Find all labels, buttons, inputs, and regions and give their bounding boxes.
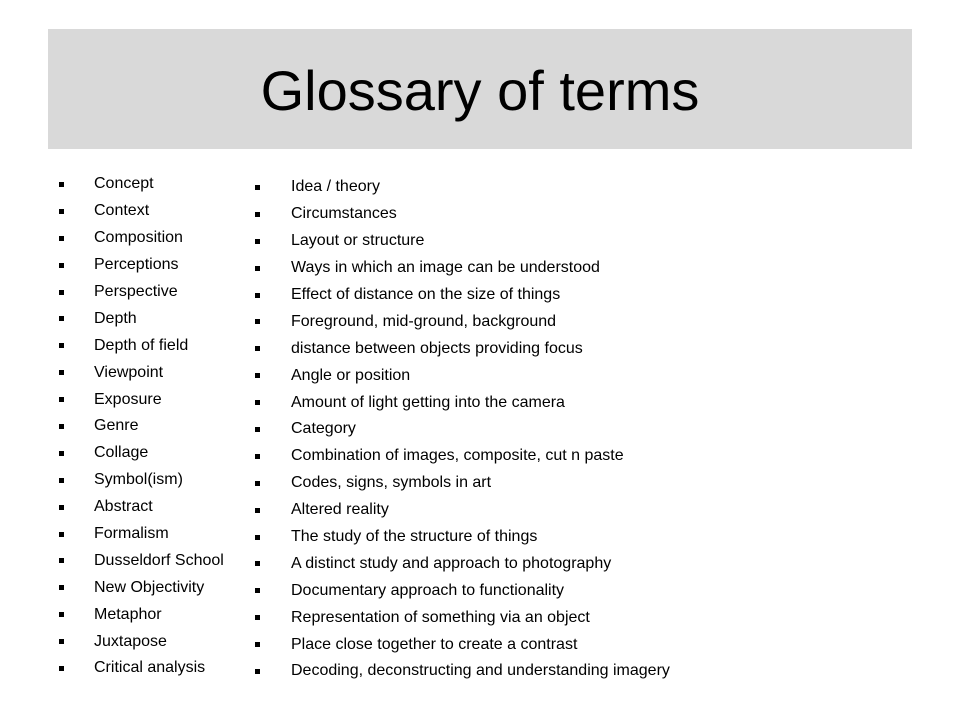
- square-bullet-icon: [255, 319, 260, 324]
- term-item: [58, 225, 258, 252]
- square-bullet-icon: [255, 185, 260, 190]
- term-label: Critical analysis: [94, 659, 206, 677]
- term-label: Abstract: [94, 498, 153, 516]
- term-item: [58, 601, 258, 628]
- term-item: [58, 198, 258, 225]
- term-item: [58, 440, 258, 467]
- terms-list: [58, 171, 258, 682]
- definition-label: Effect of distance on the size of things: [291, 286, 561, 303]
- term-label: Context: [94, 202, 150, 220]
- definition-label: Decoding, deconstructing and understanding imagery: [291, 662, 670, 680]
- square-bullet-icon: [59, 290, 64, 295]
- square-bullet-icon: [255, 535, 260, 540]
- square-bullet-icon: [255, 669, 260, 674]
- square-bullet-icon: [59, 666, 64, 671]
- definition-label: Ways in which an image can be understood: [291, 259, 600, 277]
- term-label: Dusseldorf School: [94, 551, 224, 569]
- definitions-list: [254, 174, 794, 685]
- term-label: Perspective: [94, 283, 178, 300]
- term-label: Symbol(ism): [94, 471, 183, 489]
- square-bullet-icon: [59, 370, 64, 375]
- term-item: [58, 574, 258, 601]
- square-bullet-icon: [59, 424, 64, 429]
- square-bullet-icon: [255, 454, 260, 459]
- term-item: [58, 413, 258, 440]
- square-bullet-icon: [59, 505, 64, 510]
- definition-item: [254, 389, 794, 416]
- definition-item: [254, 550, 794, 577]
- square-bullet-icon: [255, 346, 260, 351]
- square-bullet-icon: [59, 612, 64, 617]
- term-label: Composition: [94, 229, 183, 247]
- square-bullet-icon: [255, 588, 260, 593]
- definition-item: [254, 255, 794, 282]
- definition-item: [254, 228, 794, 255]
- term-label: Formalism: [94, 525, 169, 543]
- square-bullet-icon: [59, 209, 64, 214]
- square-bullet-icon: [255, 481, 260, 486]
- definition-label: A distinct study and approach to photography: [291, 554, 612, 572]
- square-bullet-icon: [59, 343, 64, 348]
- definition-label: Altered reality: [291, 501, 389, 519]
- square-bullet-icon: [255, 427, 260, 432]
- term-label: Concept: [94, 175, 154, 193]
- definition-item: [254, 416, 794, 443]
- square-bullet-icon: [59, 182, 64, 187]
- square-bullet-icon: [255, 239, 260, 244]
- definition-label: Category: [291, 420, 356, 438]
- square-bullet-icon: [59, 558, 64, 563]
- definition-label: Idea / theory: [291, 178, 380, 196]
- definition-item: [254, 631, 794, 658]
- term-label: Juxtapose: [94, 632, 167, 650]
- term-item: [58, 359, 258, 386]
- square-bullet-icon: [255, 615, 260, 620]
- square-bullet-icon: [255, 373, 260, 378]
- square-bullet-icon: [255, 400, 260, 405]
- definition-label: Amount of light getting into the camera: [291, 393, 565, 411]
- term-item: [58, 521, 258, 548]
- term-label: Depth of field: [94, 336, 189, 354]
- definition-item: [254, 524, 794, 551]
- term-item: [58, 494, 258, 521]
- definition-item: [254, 658, 794, 685]
- square-bullet-icon: [59, 451, 64, 456]
- definition-item: [254, 282, 794, 309]
- square-bullet-icon: [255, 508, 260, 513]
- square-bullet-icon: [59, 397, 64, 402]
- definition-item: [254, 470, 794, 497]
- square-bullet-icon: [59, 639, 64, 644]
- definition-label: Combination of images, composite, cut n paste: [291, 447, 624, 465]
- definition-label: Place close together to create a contrast: [291, 635, 578, 653]
- square-bullet-icon: [255, 642, 260, 647]
- term-label: Perceptions: [94, 256, 179, 274]
- square-bullet-icon: [59, 532, 64, 537]
- term-label: Viewpoint: [94, 363, 164, 381]
- term-item: [58, 628, 258, 655]
- definition-label: Documentary approach to functionality: [291, 581, 565, 599]
- definition-item: [254, 201, 794, 228]
- definition-item: [254, 577, 794, 604]
- term-item: [58, 655, 258, 682]
- term-item: [58, 279, 258, 306]
- square-bullet-icon: [59, 316, 64, 321]
- term-item: [58, 332, 258, 359]
- definition-item: [254, 308, 794, 335]
- term-label: Exposure: [94, 390, 162, 408]
- definition-label: Angle or position: [291, 366, 411, 384]
- definition-label: Layout or structure: [291, 232, 425, 250]
- square-bullet-icon: [59, 478, 64, 483]
- square-bullet-icon: [59, 263, 64, 268]
- term-item: [58, 547, 258, 574]
- definition-item: [254, 443, 794, 470]
- term-label: Collage: [94, 444, 149, 462]
- term-label: Depth: [94, 309, 137, 327]
- definition-label: Foreground, mid-ground, background: [291, 312, 557, 330]
- definition-label: The study of the structure of things: [291, 528, 538, 546]
- definition-item: [254, 497, 794, 524]
- term-label: New Objectivity: [94, 578, 205, 596]
- square-bullet-icon: [255, 212, 260, 217]
- definition-label: Representation of something via an object: [291, 608, 590, 626]
- term-item: [58, 467, 258, 494]
- term-item: [58, 171, 258, 198]
- definition-item: [254, 604, 794, 631]
- term-label: Metaphor: [94, 605, 162, 623]
- square-bullet-icon: [59, 236, 64, 241]
- definition-label: Codes, signs, symbols in art: [291, 474, 492, 492]
- title-bar: [48, 29, 912, 149]
- square-bullet-icon: [59, 585, 64, 590]
- definition-label: distance between objects providing focus: [291, 339, 583, 357]
- term-item: [58, 386, 258, 413]
- term-item: [58, 252, 258, 279]
- definition-label: Circumstances: [291, 205, 397, 223]
- definition-item: [254, 174, 794, 201]
- definition-item: [254, 362, 794, 389]
- square-bullet-icon: [255, 561, 260, 566]
- slide-title: Glossary of terms: [260, 59, 700, 122]
- definition-item: [254, 335, 794, 362]
- term-item: [58, 305, 258, 332]
- term-label: Genre: [94, 417, 139, 435]
- square-bullet-icon: [255, 266, 260, 271]
- square-bullet-icon: [255, 293, 260, 298]
